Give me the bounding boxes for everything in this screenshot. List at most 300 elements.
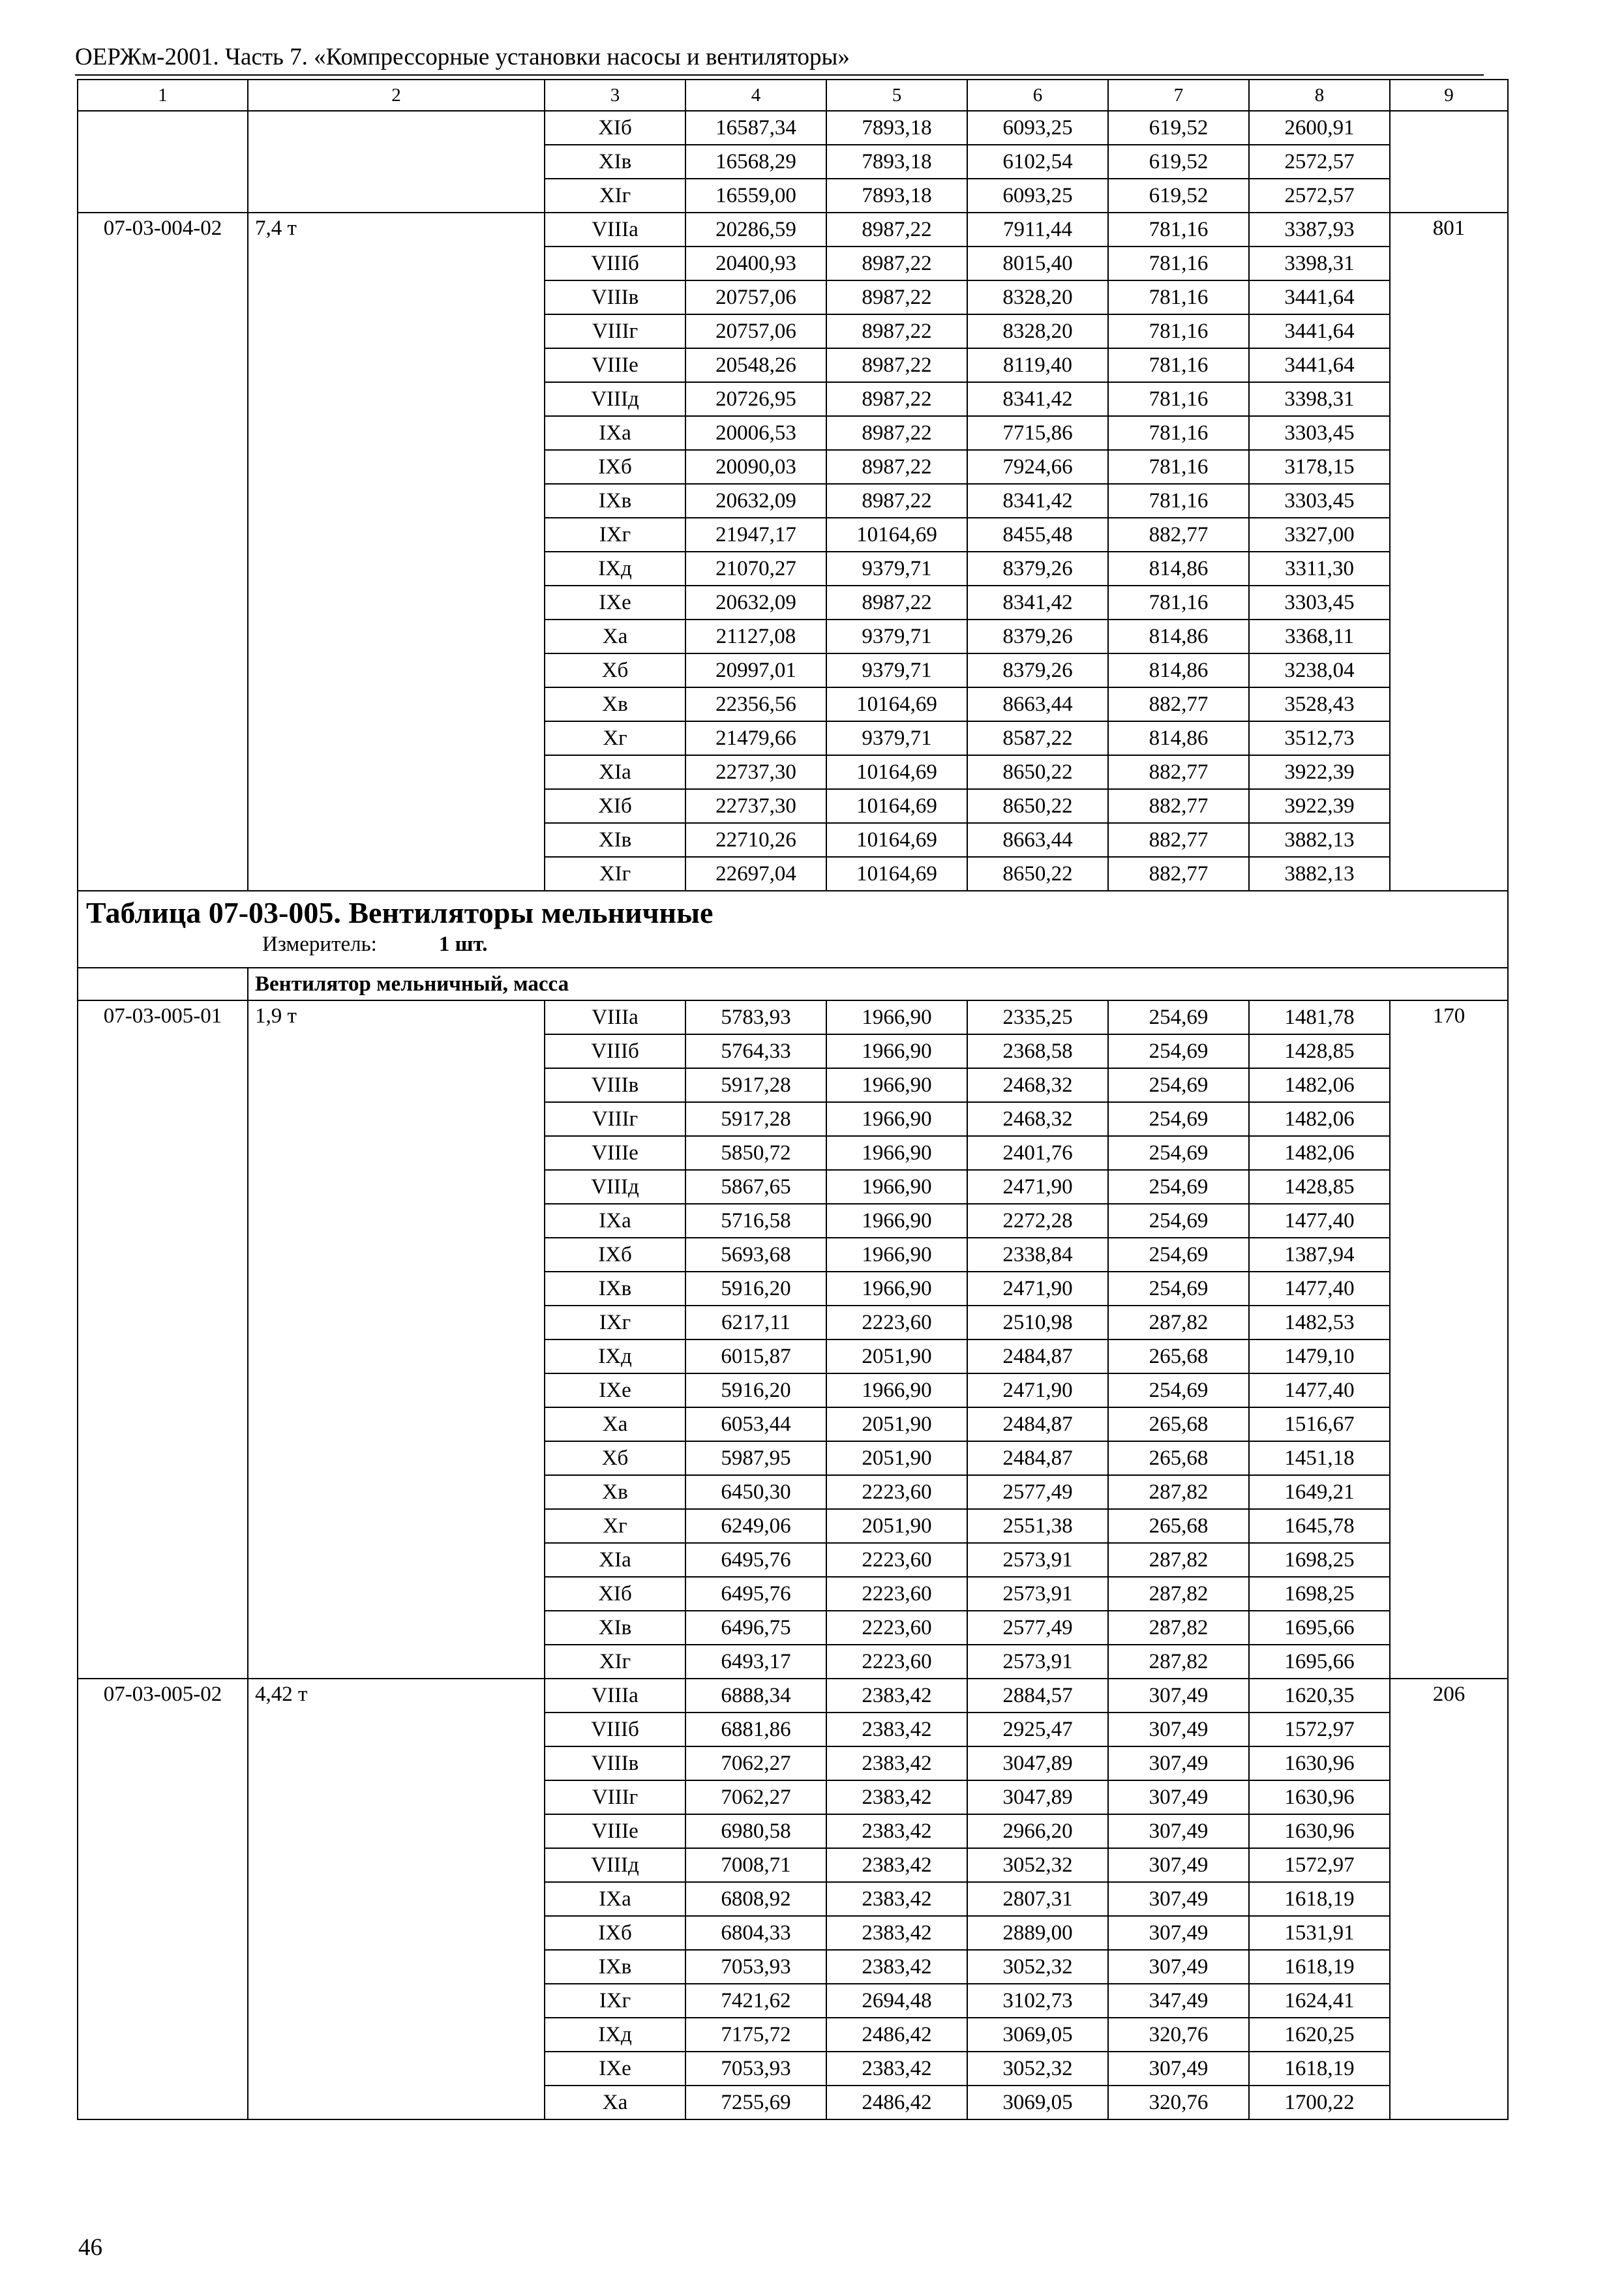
item-mass: [248, 1068, 545, 1102]
price-cell: 6093,25: [967, 179, 1108, 213]
price-cell: 2383,42: [826, 1848, 967, 1882]
table-row: [78, 484, 1508, 518]
item-weight: [1390, 1814, 1508, 1848]
price-cell: 3178,15: [1249, 450, 1390, 484]
price-cell: 22737,30: [685, 789, 826, 823]
item-mass: [248, 1306, 545, 1339]
price-cell: 2468,32: [967, 1102, 1108, 1136]
price-cell: 307,49: [1108, 1950, 1249, 1984]
item-code: [78, 1272, 248, 1306]
zone-code: VIIIа: [545, 1000, 685, 1034]
table-row: [78, 179, 1508, 213]
price-cell: 307,49: [1108, 1679, 1249, 1713]
item-code: [78, 280, 248, 314]
price-cell: 20090,03: [685, 450, 826, 484]
table-row: [78, 1916, 1508, 1950]
item-code: [78, 1306, 248, 1339]
price-cell: 2383,42: [826, 1950, 967, 1984]
page-number: 46: [78, 2234, 102, 2261]
price-cell: 254,69: [1108, 1136, 1249, 1170]
item-weight: [1390, 518, 1508, 552]
item-mass: [248, 1713, 545, 1746]
item-weight: [1390, 1611, 1508, 1645]
price-cell: 6804,33: [685, 1916, 826, 1950]
price-cell: 320,76: [1108, 2086, 1249, 2119]
price-cell: 1428,85: [1249, 1170, 1390, 1204]
zone-code: IXв: [545, 1950, 685, 1984]
zone-code: IXг: [545, 1306, 685, 1339]
price-cell: 21479,66: [685, 721, 826, 755]
item-code: [78, 314, 248, 348]
item-weight: [1390, 552, 1508, 586]
price-cell: 2573,91: [967, 1543, 1108, 1577]
price-cell: 3368,11: [1249, 620, 1390, 653]
price-cell: 6808,92: [685, 1882, 826, 1916]
zone-code: VIIIв: [545, 1746, 685, 1780]
price-cell: 619,52: [1108, 111, 1249, 145]
table-row: [78, 1373, 1508, 1407]
zone-code: XIб: [545, 111, 685, 145]
item-mass: [248, 247, 545, 280]
price-cell: 2383,42: [826, 1679, 967, 1713]
item-weight: [1390, 1238, 1508, 1272]
zone-code: VIIIг: [545, 1102, 685, 1136]
price-cell: 5783,93: [685, 1000, 826, 1034]
price-cell: 814,86: [1108, 721, 1249, 755]
item-mass: [248, 1272, 545, 1306]
table-row: [78, 314, 1508, 348]
item-code: [78, 145, 248, 179]
zone-code: IXд: [545, 1339, 685, 1373]
price-cell: 6496,75: [685, 1611, 826, 1645]
item-mass: [248, 179, 545, 213]
column-number: 3: [545, 80, 685, 111]
price-cell: 6015,87: [685, 1339, 826, 1373]
item-code: [78, 1882, 248, 1916]
item-weight: [1390, 2086, 1508, 2119]
price-cell: 2051,90: [826, 1509, 967, 1543]
item-weight: [1390, 1475, 1508, 1509]
item-code: [78, 2052, 248, 2086]
item-code: [78, 1339, 248, 1373]
price-cell: 307,49: [1108, 1814, 1249, 1848]
item-weight: [1390, 1916, 1508, 1950]
table-row: [78, 1848, 1508, 1882]
zone-code: IXд: [545, 2018, 685, 2052]
item-code: [78, 1373, 248, 1407]
price-cell: 10164,69: [826, 518, 967, 552]
price-cell: 6980,58: [685, 1814, 826, 1848]
price-cell: 265,68: [1108, 1509, 1249, 1543]
zone-code: VIIIг: [545, 1780, 685, 1814]
price-cell: 7062,27: [685, 1746, 826, 1780]
price-cell: 1700,22: [1249, 2086, 1390, 2119]
price-cell: 1482,53: [1249, 1306, 1390, 1339]
item-code: [78, 484, 248, 518]
price-cell: 2471,90: [967, 1373, 1108, 1407]
item-weight: 170: [1390, 1000, 1508, 1034]
zone-code: VIIIг: [545, 314, 685, 348]
item-weight: [1390, 247, 1508, 280]
zone-code: IXб: [545, 1916, 685, 1950]
measure-label: Измеритель:: [262, 933, 377, 956]
price-cell: 2807,31: [967, 1882, 1108, 1916]
item-mass: [248, 484, 545, 518]
zone-code: IXв: [545, 484, 685, 518]
price-cell: 16587,34: [685, 111, 826, 145]
item-mass: [248, 552, 545, 586]
price-cell: 3102,73: [967, 1984, 1108, 2018]
zone-code: IXе: [545, 1373, 685, 1407]
price-cell: 265,68: [1108, 1339, 1249, 1373]
price-cell: 8987,22: [826, 247, 967, 280]
zone-code: VIIIа: [545, 213, 685, 247]
item-mass: [248, 620, 545, 653]
item-mass: [248, 1746, 545, 1780]
price-cell: 1620,35: [1249, 1679, 1390, 1713]
table-row: [78, 1272, 1508, 1306]
price-cell: 20006,53: [685, 416, 826, 450]
item-weight: [1390, 348, 1508, 382]
table-row: [78, 382, 1508, 416]
zone-code: XIг: [545, 179, 685, 213]
price-cell: 2383,42: [826, 1882, 967, 1916]
zone-code: Xв: [545, 1475, 685, 1509]
zone-code: XIв: [545, 145, 685, 179]
zone-code: IXв: [545, 1272, 685, 1306]
price-cell: 1451,18: [1249, 1441, 1390, 1475]
subheading: Вентилятор мельничный, масса: [248, 968, 1508, 1000]
price-cell: 16568,29: [685, 145, 826, 179]
price-cell: 7893,18: [826, 111, 967, 145]
item-mass: [248, 1339, 545, 1373]
table-row: [78, 1306, 1508, 1339]
item-weight: [1390, 1204, 1508, 1238]
table-row: [78, 1339, 1508, 1373]
price-cell: 5764,33: [685, 1034, 826, 1068]
price-cell: 10164,69: [826, 823, 967, 857]
price-cell: 1966,90: [826, 1272, 967, 1306]
item-weight: [1390, 789, 1508, 823]
zone-code: IXб: [545, 1238, 685, 1272]
table-row: [78, 1102, 1508, 1136]
item-mass: [248, 1170, 545, 1204]
price-cell: 3398,31: [1249, 247, 1390, 280]
item-mass: [248, 518, 545, 552]
item-code: [78, 382, 248, 416]
item-weight: [1390, 1984, 1508, 2018]
column-number: 8: [1249, 80, 1390, 111]
price-cell: 6881,86: [685, 1713, 826, 1746]
price-cell: 7911,44: [967, 213, 1108, 247]
zone-code: VIIIе: [545, 1814, 685, 1848]
table-row: [78, 1034, 1508, 1068]
item-mass: [248, 1645, 545, 1679]
price-cell: 1618,19: [1249, 1950, 1390, 1984]
table-row: [78, 1713, 1508, 1746]
price-cell: 6495,76: [685, 1577, 826, 1611]
price-cell: 2486,42: [826, 2018, 967, 2052]
price-cell: 2223,60: [826, 1577, 967, 1611]
price-cell: 3387,93: [1249, 213, 1390, 247]
price-cell: 307,49: [1108, 1746, 1249, 1780]
item-mass: [248, 755, 545, 789]
price-cell: 2486,42: [826, 2086, 967, 2119]
price-cell: 3069,05: [967, 2086, 1108, 2119]
table-row: [78, 789, 1508, 823]
price-cell: 287,82: [1108, 1475, 1249, 1509]
item-code: [78, 687, 248, 721]
item-code: [78, 416, 248, 450]
price-cell: 10164,69: [826, 857, 967, 891]
price-cell: 1645,78: [1249, 1509, 1390, 1543]
document-header: ОЕРЖм-2001. Часть 7. «Компрессорные установки насосы и вентиляторы»: [75, 44, 850, 70]
item-weight: [1390, 755, 1508, 789]
price-cell: 2484,87: [967, 1441, 1108, 1475]
price-cell: 7053,93: [685, 1950, 826, 1984]
table-row: [78, 1611, 1508, 1645]
item-weight: [1390, 1882, 1508, 1916]
item-code: [78, 586, 248, 620]
price-cell: 1482,06: [1249, 1136, 1390, 1170]
item-code: [78, 1441, 248, 1475]
item-weight: [1390, 484, 1508, 518]
price-cell: 9379,71: [826, 620, 967, 653]
price-cell: 7175,72: [685, 2018, 826, 2052]
price-cell: 22737,30: [685, 755, 826, 789]
price-cell: 7053,93: [685, 2052, 826, 2086]
table-row: [78, 1984, 1508, 2018]
table-row: [78, 247, 1508, 280]
price-cell: 1479,10: [1249, 1339, 1390, 1373]
table-row: [78, 518, 1508, 552]
price-cell: 3303,45: [1249, 586, 1390, 620]
price-cell: 882,77: [1108, 518, 1249, 552]
price-cell: 8663,44: [967, 823, 1108, 857]
table-row: [78, 1882, 1508, 1916]
item-weight: [1390, 314, 1508, 348]
zone-code: Xа: [545, 620, 685, 653]
item-weight: [1390, 1509, 1508, 1543]
price-cell: 3047,89: [967, 1746, 1108, 1780]
price-cell: 619,52: [1108, 179, 1249, 213]
table-row: [78, 857, 1508, 891]
item-code: 07-03-004-02: [78, 213, 248, 247]
price-cell: 2471,90: [967, 1272, 1108, 1306]
item-weight: [1390, 2052, 1508, 2086]
price-cell: 2223,60: [826, 1543, 967, 1577]
table-row: [78, 620, 1508, 653]
item-weight: [1390, 111, 1508, 145]
price-cell: 1695,66: [1249, 1645, 1390, 1679]
price-cell: 307,49: [1108, 2052, 1249, 2086]
item-weight: [1390, 1713, 1508, 1746]
table-row: [78, 1577, 1508, 1611]
price-cell: 8987,22: [826, 416, 967, 450]
item-code: 07-03-005-01: [78, 1000, 248, 1034]
price-cell: 2051,90: [826, 1339, 967, 1373]
table-row: [78, 1441, 1508, 1475]
price-cell: 2223,60: [826, 1645, 967, 1679]
item-weight: [1390, 1339, 1508, 1373]
item-weight: [1390, 2018, 1508, 2052]
item-code: [78, 1611, 248, 1645]
price-cell: 1428,85: [1249, 1034, 1390, 1068]
item-weight: 801: [1390, 213, 1508, 247]
price-cell: 1387,94: [1249, 1238, 1390, 1272]
price-cell: 8379,26: [967, 653, 1108, 687]
zone-code: Xг: [545, 721, 685, 755]
zone-code: XIв: [545, 1611, 685, 1645]
item-mass: [248, 823, 545, 857]
price-cell: 781,16: [1108, 314, 1249, 348]
item-weight: [1390, 823, 1508, 857]
price-cell: 2510,98: [967, 1306, 1108, 1339]
price-cell: 8987,22: [826, 280, 967, 314]
price-cell: 20286,59: [685, 213, 826, 247]
price-cell: 2572,57: [1249, 145, 1390, 179]
price-cell: 5867,65: [685, 1170, 826, 1204]
price-cell: 7715,86: [967, 416, 1108, 450]
price-cell: 287,82: [1108, 1611, 1249, 1645]
item-code: [78, 552, 248, 586]
table-row: [78, 586, 1508, 620]
price-cell: 1477,40: [1249, 1204, 1390, 1238]
price-cell: 882,77: [1108, 857, 1249, 891]
price-cell: 8987,22: [826, 586, 967, 620]
item-mass: 1,9 т: [248, 1000, 545, 1034]
price-cell: 1698,25: [1249, 1543, 1390, 1577]
price-cell: 8987,22: [826, 213, 967, 247]
price-cell: 6093,25: [967, 111, 1108, 145]
price-cell: 1966,90: [826, 1000, 967, 1034]
zone-code: IXа: [545, 416, 685, 450]
price-cell: 882,77: [1108, 823, 1249, 857]
item-weight: [1390, 857, 1508, 891]
price-cell: 9379,71: [826, 552, 967, 586]
price-cell: 8328,20: [967, 314, 1108, 348]
column-number: 1: [78, 80, 248, 111]
item-code: [78, 518, 248, 552]
price-cell: 8328,20: [967, 280, 1108, 314]
price-cell: 1516,67: [1249, 1407, 1390, 1441]
item-code: [78, 1746, 248, 1780]
price-cell: 2051,90: [826, 1407, 967, 1441]
price-cell: 20400,93: [685, 247, 826, 280]
item-code: [78, 721, 248, 755]
price-cell: 8015,40: [967, 247, 1108, 280]
table-row: [78, 552, 1508, 586]
price-cell: 814,86: [1108, 653, 1249, 687]
table-title: Таблица 07-03-005. Вентиляторы мельничные: [86, 896, 714, 929]
item-weight: [1390, 586, 1508, 620]
price-cell: 3047,89: [967, 1780, 1108, 1814]
item-weight: [1390, 450, 1508, 484]
price-cell: 6102,54: [967, 145, 1108, 179]
zone-code: XIб: [545, 789, 685, 823]
item-weight: [1390, 1441, 1508, 1475]
price-cell: 6493,17: [685, 1645, 826, 1679]
price-cell: 1531,91: [1249, 1916, 1390, 1950]
item-weight: [1390, 416, 1508, 450]
price-cell: 1572,97: [1249, 1713, 1390, 1746]
price-cell: 1477,40: [1249, 1373, 1390, 1407]
price-cell: 1966,90: [826, 1238, 967, 1272]
item-weight: [1390, 382, 1508, 416]
item-weight: [1390, 145, 1508, 179]
item-mass: [248, 1204, 545, 1238]
price-cell: 6495,76: [685, 1543, 826, 1577]
zone-code: VIIIв: [545, 280, 685, 314]
item-code: [78, 179, 248, 213]
price-cell: 307,49: [1108, 1848, 1249, 1882]
price-cell: 7421,62: [685, 1984, 826, 2018]
item-code: [78, 1034, 248, 1068]
item-mass: [248, 857, 545, 891]
zone-code: Xб: [545, 653, 685, 687]
zone-code: VIIIе: [545, 348, 685, 382]
price-cell: 307,49: [1108, 1916, 1249, 1950]
price-cell: 3882,13: [1249, 823, 1390, 857]
item-code: [78, 450, 248, 484]
price-cell: 1481,78: [1249, 1000, 1390, 1034]
item-weight: [1390, 1102, 1508, 1136]
price-cell: 3303,45: [1249, 416, 1390, 450]
price-cell: 20548,26: [685, 348, 826, 382]
item-weight: [1390, 1136, 1508, 1170]
zone-code: IXе: [545, 586, 685, 620]
item-code: [78, 348, 248, 382]
price-cell: 20632,09: [685, 484, 826, 518]
price-cell: 814,86: [1108, 620, 1249, 653]
item-code: [78, 1577, 248, 1611]
item-mass: [248, 687, 545, 721]
price-cell: 287,82: [1108, 1645, 1249, 1679]
item-mass: [248, 1136, 545, 1170]
zone-code: XIв: [545, 823, 685, 857]
zone-code: Xа: [545, 1407, 685, 1441]
item-mass: [248, 314, 545, 348]
table-row: [78, 721, 1508, 755]
price-cell: 8341,42: [967, 586, 1108, 620]
price-cell: 8987,22: [826, 314, 967, 348]
item-code: [78, 1543, 248, 1577]
price-cell: 5716,58: [685, 1204, 826, 1238]
item-code: [78, 1509, 248, 1543]
price-cell: 2223,60: [826, 1611, 967, 1645]
price-cell: 8650,22: [967, 755, 1108, 789]
price-cell: 254,69: [1108, 1373, 1249, 1407]
price-cell: 7924,66: [967, 450, 1108, 484]
item-mass: [248, 721, 545, 755]
price-cell: 1966,90: [826, 1373, 967, 1407]
price-cell: 7255,69: [685, 2086, 826, 2119]
price-cell: 781,16: [1108, 450, 1249, 484]
item-mass: [248, 1577, 545, 1611]
price-cell: 2572,57: [1249, 179, 1390, 213]
item-mass: [248, 2052, 545, 2086]
item-mass: [248, 416, 545, 450]
price-cell: 781,16: [1108, 213, 1249, 247]
item-mass: [248, 1441, 545, 1475]
zone-code: VIIIб: [545, 247, 685, 280]
price-cell: 3311,30: [1249, 552, 1390, 586]
item-mass: [248, 1882, 545, 1916]
zone-code: IXд: [545, 552, 685, 586]
item-weight: 206: [1390, 1679, 1508, 1713]
table-row: [78, 687, 1508, 721]
item-code: [78, 789, 248, 823]
